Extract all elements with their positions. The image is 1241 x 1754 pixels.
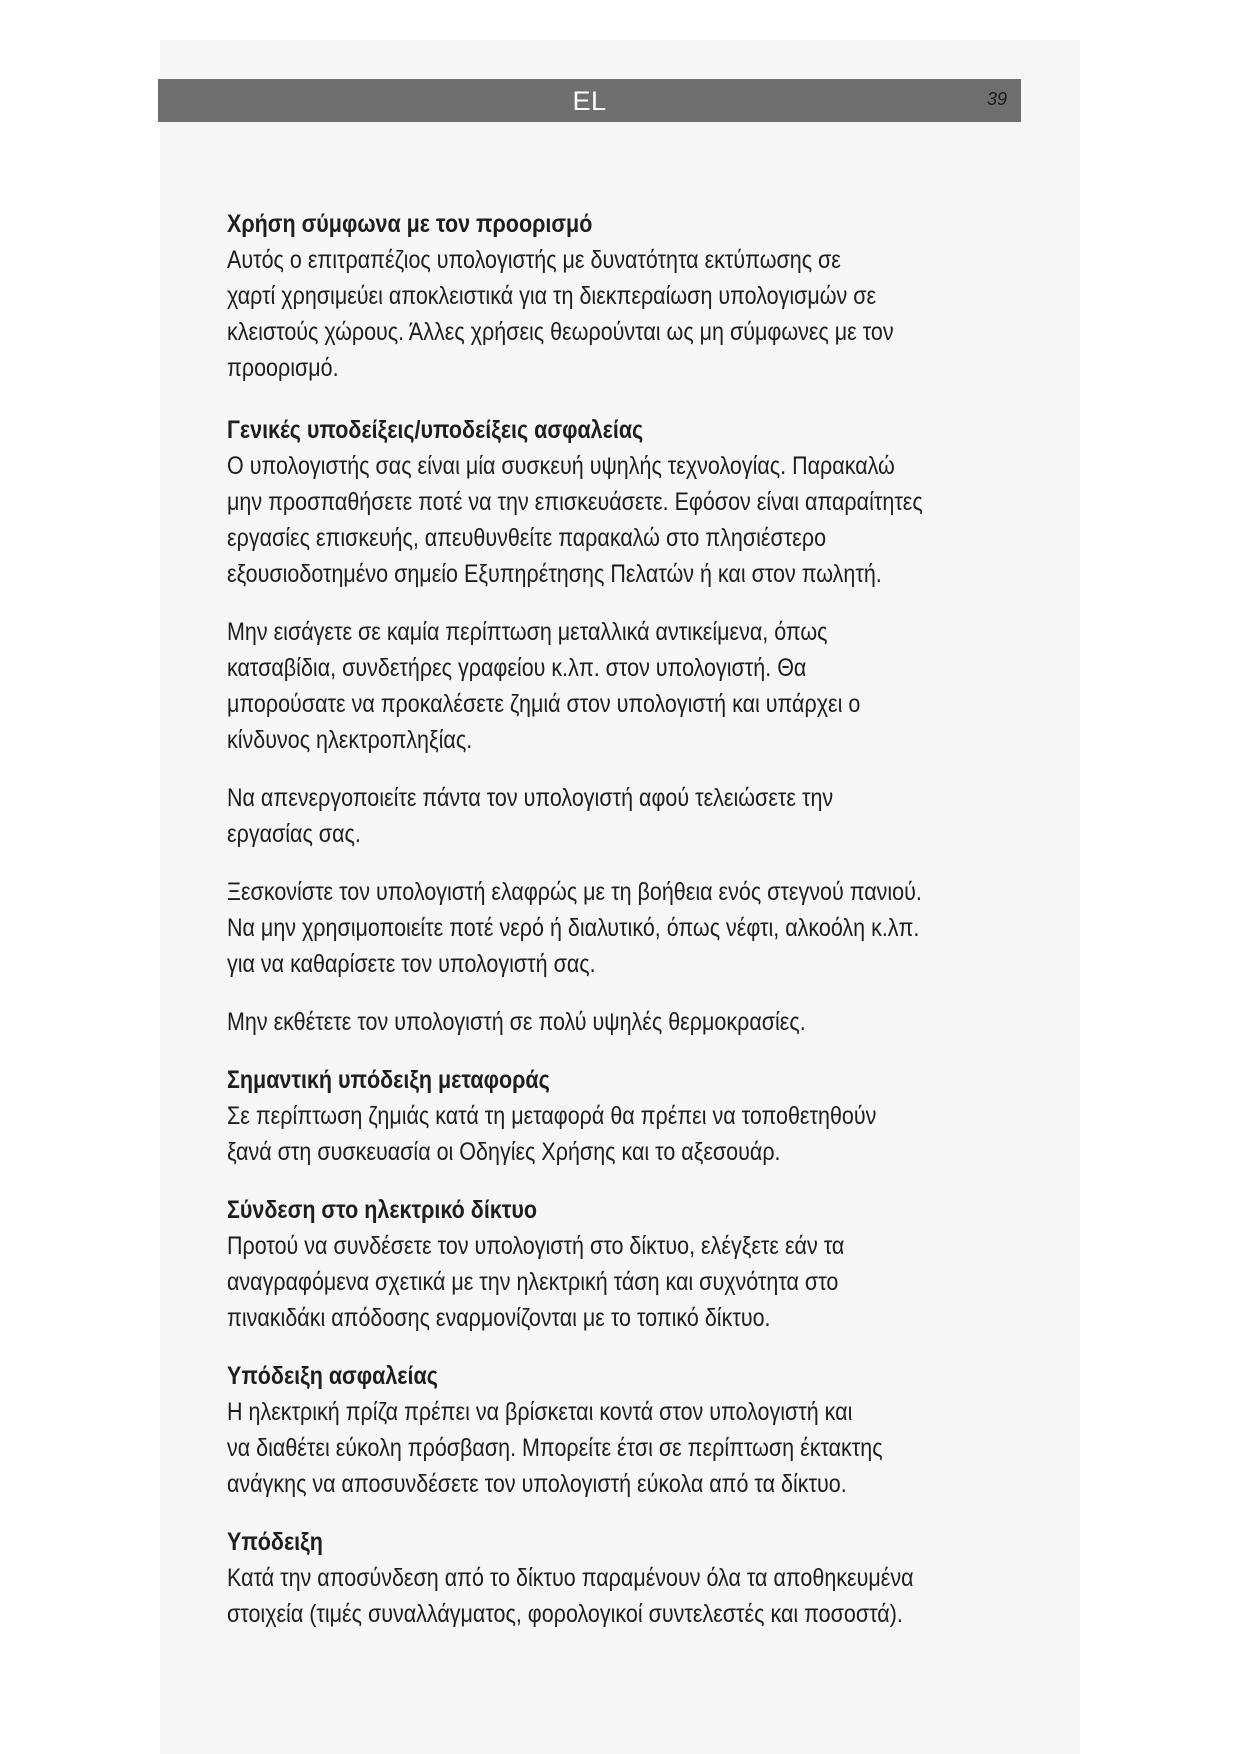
text-line: να διαθέτει εύκολη πρόσβαση. Μπορείτε έτσι σε περίπτωση έκτακτης xyxy=(227,1434,883,1462)
text-line: μπορούσατε να προκαλέσετε ζημιά στον υπολογιστή και υπάρχει ο xyxy=(227,690,861,718)
text-line: Προτού να συνδέσετε τον υπολογιστή στο δίκτυο, ελέγξετε εάν τα xyxy=(227,1232,845,1260)
text-line: ξανά στη συσκευασία οι Οδηγίες Χρήσης και το αξεσουάρ. xyxy=(227,1138,781,1166)
text-line: κλειστούς χώρους. Άλλες χρήσεις θεωρούνται ως μη σύμφωνες με τον xyxy=(227,318,894,346)
section-heading: Γενικές υποδείξεις/υποδείξεις ασφαλείας xyxy=(227,416,644,444)
text-line: κίνδυνος ηλεκτροπληξίας. xyxy=(227,726,473,754)
spacer xyxy=(227,386,906,412)
text-line: Να απενεργοποιείτε πάντα τον υπολογιστή αφού τελειώσετε την xyxy=(227,784,834,812)
paragraph-metal-objects xyxy=(227,614,906,758)
paragraph-cleaning xyxy=(227,874,922,982)
text-line: Ξεσκονίστε τον υπολογιστή ελαφρώς με τη βοήθεια ενός στεγνού πανιού. xyxy=(227,878,922,906)
section-intended-use xyxy=(227,206,906,386)
text-line: εξουσιοδοτημένο σημείο Εξυπηρέτησης Πελατών ή και στον πωλητή. xyxy=(227,560,882,588)
section-heading: Σημαντική υπόδειξη μεταφοράς xyxy=(227,1066,550,1094)
text-line: Ο υπολογιστής σας είναι μία συσκευή υψηλής τεχνολογίας. Παρακαλώ xyxy=(227,452,895,480)
section-note xyxy=(227,1524,914,1632)
paragraph-temperature xyxy=(227,1004,906,1040)
spacer xyxy=(227,1170,906,1192)
section-safety-note xyxy=(227,1358,906,1502)
section-mains-connection xyxy=(227,1192,906,1336)
text-line: Μην εκθέτετε τον υπολογιστή σε πολύ υψηλές θερμοκρασίες. xyxy=(227,1008,806,1036)
text-line: για να καθαρίσετε τον υπολογιστή σας. xyxy=(227,950,596,978)
spacer xyxy=(227,758,906,780)
section-heading: Σύνδεση στο ηλεκτρικό δίκτυο xyxy=(227,1196,538,1224)
section-transport-note xyxy=(227,1062,906,1170)
text-line: ανάγκης να αποσυνδέσετε τον υπολογιστή εύκολα από τα δίκτυο. xyxy=(227,1470,847,1498)
section-heading: Χρήση σύμφωνα με τον προορισμό xyxy=(227,210,593,238)
text-line: Η ηλεκτρική πρίζα πρέπει να βρίσκεται κοντά στον υπολογιστή και xyxy=(227,1398,853,1426)
language-code: EL xyxy=(572,86,607,116)
text-line: εργασίες επισκευής, απευθυνθείτε παρακαλώ στο πλησιέστερο xyxy=(227,524,827,552)
section-safety-instructions xyxy=(227,412,923,592)
text-line: στοιχεία (τιμές συναλλάγματος, φορολογικοί συντελεστές και ποσοστά). xyxy=(227,1600,903,1628)
document-body xyxy=(227,206,923,1632)
spacer xyxy=(227,592,906,614)
section-heading: Υπόδειξη ασφαλείας xyxy=(227,1362,438,1390)
section-heading: Υπόδειξη xyxy=(227,1528,323,1556)
text-line: Αυτός ο επιτραπέζιος υπολογιστής με δυνατότητα εκτύπωσης σε xyxy=(227,246,841,274)
text-line: αναγραφόμενα σχετικά με την ηλεκτρική τάση και συχνότητα στο xyxy=(227,1268,839,1296)
text-line: προορισμό. xyxy=(227,354,339,382)
text-line: πινακιδάκι απόδοσης εναρμονίζονται με το τοπικό δίκτυο. xyxy=(227,1304,771,1332)
text-line: Κατά την αποσύνδεση από το δίκτυο παραμένουν όλα τα αποθηκευμένα xyxy=(227,1564,914,1592)
spacer xyxy=(227,982,906,1004)
spacer xyxy=(227,1502,906,1524)
text-line: Σε περίπτωση ζημιάς κατά τη μεταφορά θα πρέπει να τοποθετηθούν xyxy=(227,1102,877,1130)
text-line: χαρτί χρησιμεύει αποκλειστικά για τη διεκπεραίωση υπολογισμών σε xyxy=(227,282,877,310)
page-header-bar xyxy=(158,79,1021,122)
text-line: εργασίας σας. xyxy=(227,820,361,848)
paragraph-switch-off xyxy=(227,780,906,852)
text-line: Μην εισάγετε σε καμία περίπτωση μεταλλικά αντικείμενα, όπως xyxy=(227,618,828,646)
spacer xyxy=(227,852,906,874)
text-line: Να μην χρησιμοποιείτε ποτέ νερό ή διαλυτικό, όπως νέφτι, αλκοόλη κ.λπ. xyxy=(227,914,920,942)
spacer xyxy=(227,1336,906,1358)
page-number: 39 xyxy=(986,89,1007,109)
spacer xyxy=(227,1040,906,1062)
text-line: κατσαβίδια, συνδετήρες γραφείου κ.λπ. στον υπολογιστή. Θα xyxy=(227,654,807,682)
text-line: μην προσπαθήσετε ποτέ να την επισκευάσετε. Εφόσον είναι απαραίτητες xyxy=(227,488,923,516)
